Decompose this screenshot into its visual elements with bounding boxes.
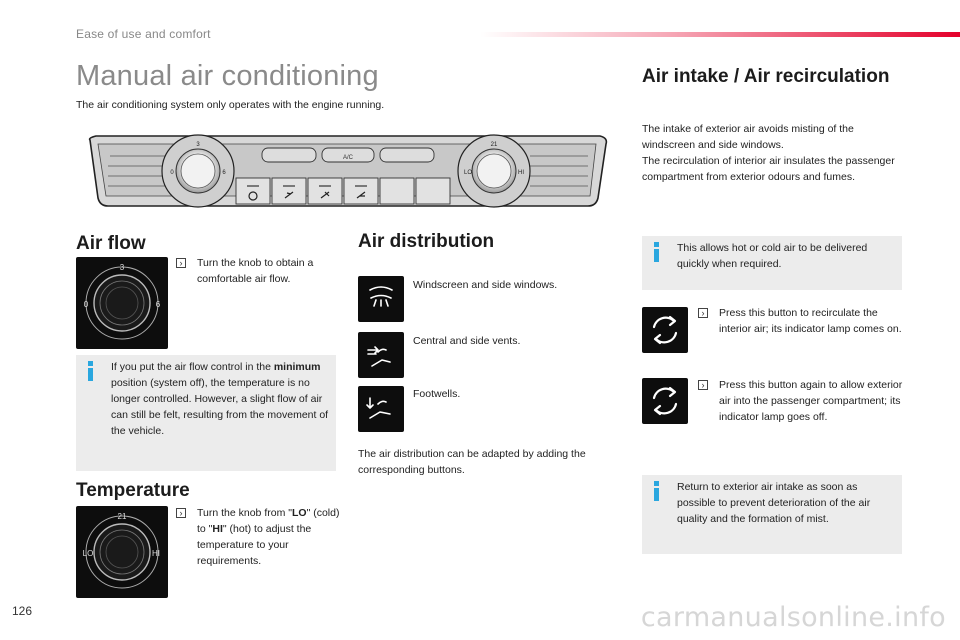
info-icon bbox=[654, 481, 659, 501]
air-distribution-note: The air distribution can be adapted by adding the corresponding buttons. bbox=[358, 448, 586, 476]
air-flow-heading: Air flow bbox=[76, 233, 146, 254]
air-intake-info-text-2: Return to exterior air intake as soon as possible to prevent deterioration of the air quality and the formation of mist. bbox=[677, 481, 871, 525]
recirculation-button-on-image bbox=[642, 307, 688, 353]
air-flow-knob-image bbox=[76, 257, 168, 349]
air-intake-info-box-1 bbox=[642, 236, 902, 290]
air-intake-info-box-2 bbox=[642, 475, 902, 554]
recirculation-button-off-image bbox=[642, 378, 688, 424]
air-intake-paragraph-1: The intake of exterior air avoids misting of the windscreen and side windows. bbox=[642, 123, 854, 151]
left-knob-label-top: 3 bbox=[196, 142, 200, 148]
right-knob-label-top: 21 bbox=[490, 142, 498, 148]
step-arrow-icon: › bbox=[698, 380, 708, 390]
step-arrow-icon: › bbox=[698, 308, 708, 318]
temperature-knob-label-top: 21 bbox=[117, 512, 127, 521]
intro-text: The air conditioning system only operates with the engine running. bbox=[76, 99, 385, 111]
step-arrow-icon: › bbox=[176, 508, 186, 518]
air-distribution-heading: Air distribution bbox=[358, 231, 495, 252]
control-panel-illustration bbox=[76, 126, 620, 216]
step-arrow-icon: › bbox=[176, 258, 186, 268]
info-icon bbox=[88, 361, 93, 381]
temperature-knob-label-right: HI bbox=[152, 549, 160, 558]
left-knob-label-right: 6 bbox=[222, 170, 226, 176]
temperature-instruction: Turn the knob from "LO" (cold) to "HI" (hot) to adjust the temperature to your requirements. bbox=[197, 507, 340, 567]
distribution-label-central: Central and side vents. bbox=[413, 335, 521, 347]
footwell-icon bbox=[358, 386, 404, 432]
recirculation-step-1: Press this button to recirculate the interior air; its indicator lamp comes on. bbox=[719, 307, 902, 335]
air-intake-heading: Air intake / Air recirculation bbox=[642, 66, 890, 87]
header-rule bbox=[480, 32, 960, 37]
temperature-knob-image bbox=[76, 506, 168, 598]
windscreen-icon bbox=[358, 276, 404, 322]
recirculation-step-2: Press this button again to allow exterior air into the passenger compartment; its indicator lamp goes off. bbox=[719, 379, 903, 423]
distribution-label-windscreen: Windscreen and side windows. bbox=[413, 279, 558, 291]
central-vents-icon bbox=[358, 332, 404, 378]
page-title: Manual air conditioning bbox=[76, 60, 379, 92]
watermark: carmanualsonline.info bbox=[640, 602, 946, 633]
svg-text:A/C: A/C bbox=[342, 155, 354, 161]
air-flow-knob-label-right: 6 bbox=[155, 300, 161, 309]
right-knob-label-right: HI bbox=[518, 170, 524, 176]
air-flow-info-box bbox=[76, 355, 336, 471]
air-intake-paragraph-2: The recirculation of interior air insulates the passenger compartment from exterior odours and fumes. bbox=[642, 155, 895, 183]
air-flow-knob-label-top: 3 bbox=[119, 263, 125, 272]
air-flow-knob-label-left: 0 bbox=[83, 300, 89, 309]
air-flow-instruction: Turn the knob to obtain a comfortable air flow. bbox=[197, 257, 314, 285]
temperature-knob-label-left: LO bbox=[82, 549, 94, 558]
distribution-label-footwells: Footwells. bbox=[413, 388, 461, 400]
right-knob-label-left: LO bbox=[463, 170, 473, 176]
air-flow-info-text: If you put the air flow control in the minimum position (system off), the temperature is no longer controlled. However, a slight flow of air can still be felt, resulting from the movement of the vehicle. bbox=[111, 361, 329, 437]
air-intake-info-text-1: This allows hot or cold air to be delivered quickly when required. bbox=[677, 242, 868, 270]
page-number: 126 bbox=[12, 604, 33, 618]
left-knob-label-left: 0 bbox=[170, 170, 174, 176]
section-title: Ease of use and comfort bbox=[76, 27, 211, 41]
info-icon bbox=[654, 242, 659, 262]
temperature-heading: Temperature bbox=[76, 480, 190, 501]
